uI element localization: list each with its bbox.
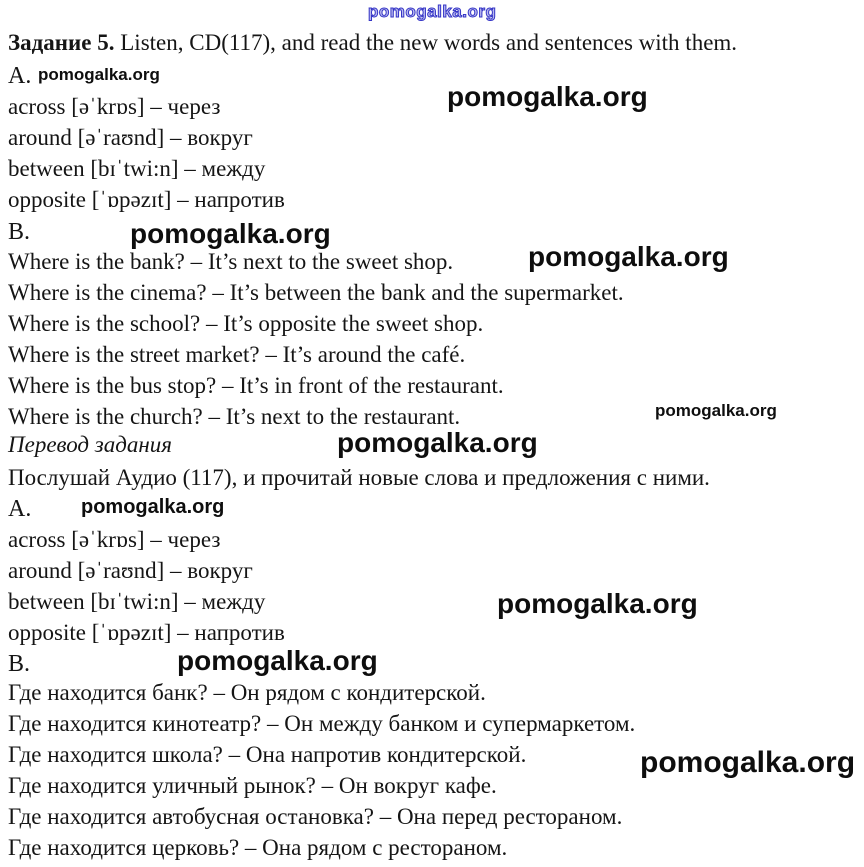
vocab-line: between [bɪˈtwi:n] – между [8, 589, 266, 614]
vocab-line: around [əˈraʊnd] – вокруг [8, 558, 253, 583]
watermark: pomogalka.org [655, 401, 777, 420]
qa-line: Где находится уличный рынок? – Он вокруг кафе. [8, 773, 497, 798]
qa-line: Where is the church? – It’s next to the restaurant. [8, 404, 461, 429]
watermark: pomogalka.org [177, 645, 378, 676]
watermark: pomogalka.org [38, 65, 160, 84]
vocab-line: across [əˈkrɒs] – через [8, 527, 221, 552]
task-heading [8, 30, 737, 56]
qa-line: Where is the school? – It’s opposite the sweet shop. [8, 311, 484, 336]
translation-section-a-label: A. [8, 496, 32, 522]
watermark: pomogalka.org [130, 218, 331, 249]
translation-instruction: Послушай Аудио (117), и прочитай новые слова и предложения с ними. [8, 465, 710, 490]
watermark: pomogalka.org [337, 427, 538, 458]
qa-line: Где находится автобусная остановка? – Она перед рестораном. [8, 804, 623, 829]
watermark: pomogalka.org [447, 81, 648, 112]
vocab-line: opposite [ˈɒpəzɪt] – напротив [8, 620, 285, 645]
task-instruction: Listen, CD(117), and read the new words and sentences with them. [114, 30, 738, 55]
watermark: pomogalka.org [368, 2, 497, 21]
watermark: pomogalka.org [497, 588, 698, 619]
vocab-line: opposite [ˈɒpəzɪt] – напротив [8, 187, 285, 212]
section-a-label: A. [8, 63, 32, 89]
translation-section-b-label: B. [8, 651, 31, 677]
vocab-line: around [əˈraʊnd] – вокруг [8, 125, 253, 150]
watermark: pomogalka.org [640, 746, 856, 779]
section-b-label: B. [8, 219, 31, 245]
qa-line: Where is the cinema? – It’s between the bank and the supermarket. [8, 280, 624, 305]
qa-line: Где находится банк? – Он рядом с кондитерской. [8, 680, 486, 705]
qa-line: Where is the street market? – It’s around the café. [8, 342, 466, 367]
translation-heading: Перевод задания [8, 432, 172, 457]
watermark: pomogalka.org [81, 496, 225, 518]
task-number: Задание 5. [8, 30, 115, 55]
vocab-line: across [əˈkrɒs] – через [8, 94, 221, 119]
qa-line: Где находится школа? – Она напротив кондитерской. [8, 742, 527, 767]
vocab-line: between [bɪˈtwi:n] – между [8, 156, 266, 181]
qa-line: Where is the bus stop? – It’s in front of the restaurant. [8, 373, 504, 398]
qa-line: Where is the bank? – It’s next to the sweet shop. [8, 249, 454, 274]
watermark: pomogalka.org [528, 241, 729, 272]
qa-line: Где находится церковь? – Она рядом с рестораном. [8, 835, 508, 860]
qa-line: Где находится кинотеатр? – Он между банком и супермаркетом. [8, 711, 636, 736]
